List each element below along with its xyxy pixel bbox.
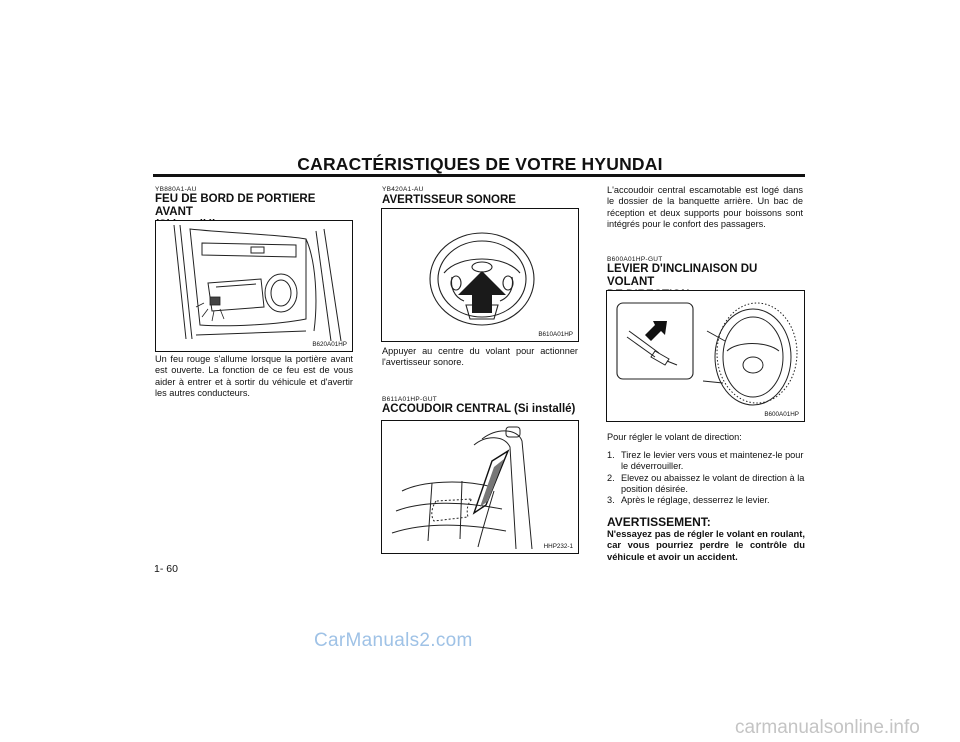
door-illustration	[156, 221, 352, 351]
figure-label: B620A01HP	[312, 341, 347, 348]
warning-text: N'essayez pas de régler le volant en roulant, car vous pourriez perdre le contrôle du véhicule et avoir un accident.	[607, 528, 805, 562]
section-code: YB880A1-AU	[155, 186, 197, 193]
figure-tilt-lever	[606, 290, 805, 422]
steps-intro: Pour régler le volant de direction:	[607, 432, 742, 442]
watermark-logo: CarManuals2.com	[314, 630, 473, 651]
figure-label: B610A01HP	[538, 331, 573, 338]
figure-horn	[381, 208, 579, 342]
tilt-steering-illustration	[607, 291, 804, 421]
header-rule	[153, 174, 805, 177]
figure-door-light	[155, 220, 353, 352]
figure-label: HHP232-1	[543, 543, 573, 550]
door-light-description: Un feu rouge s'allume lorsque la portière avant est ouverte. La fonction de ce feu est de vous aider à entrer et à sortir du véhicule et d'avertir les autres conducteurs.	[155, 354, 353, 398]
armrest-description: L'accoudoir central escamotable est logé dans le dossier de la banquette arrière. Un bac de réception et deux supports pour boissons sont intégrés pour le confort des passagers.	[607, 185, 803, 229]
list-item: 3. Après le réglage, desserrez le levier.	[607, 495, 770, 506]
steering-wheel-illustration	[382, 209, 578, 341]
section-title-line1: FEU DE BORD DE PORTIERE AVANT	[155, 193, 316, 218]
section-code: B600A01HP-GUT	[607, 256, 663, 263]
section-title-horn: AVERTISSEUR SONORE	[382, 194, 516, 206]
figure-label: B600A01HP	[764, 411, 799, 418]
rear-seat-illustration	[382, 421, 578, 553]
page-number: 1- 60	[154, 563, 178, 575]
press-arrow	[458, 271, 506, 313]
horn-description: Appuyer au centre du volant pour actionner l'avertisseur sonore.	[382, 346, 578, 368]
section-title-armrest: ACCOUDOIR CENTRAL (Si installé)	[382, 403, 576, 415]
section-title-line1: LEVIER D'INCLINAISON DU VOLANT	[607, 263, 758, 288]
list-item: 2. Elevez ou abaissez le volant de direction à la position désirée.	[607, 472, 805, 494]
steps-list	[607, 450, 805, 506]
list-item: 1. Tirez le levier vers vous et maintenez-le pour le déverrouiller.	[607, 450, 804, 472]
figure-armrest	[381, 420, 579, 554]
section-code: B611A01HP-GUT	[382, 396, 438, 403]
page-title: CARACTÉRISTIQUES DE VOTRE HYUNDAI	[297, 154, 663, 174]
section-code: YB420A1-AU	[382, 186, 424, 193]
watermark-footer: carmanualsonline.info	[735, 717, 920, 738]
warning-title: AVERTISSEMENT:	[607, 515, 711, 529]
